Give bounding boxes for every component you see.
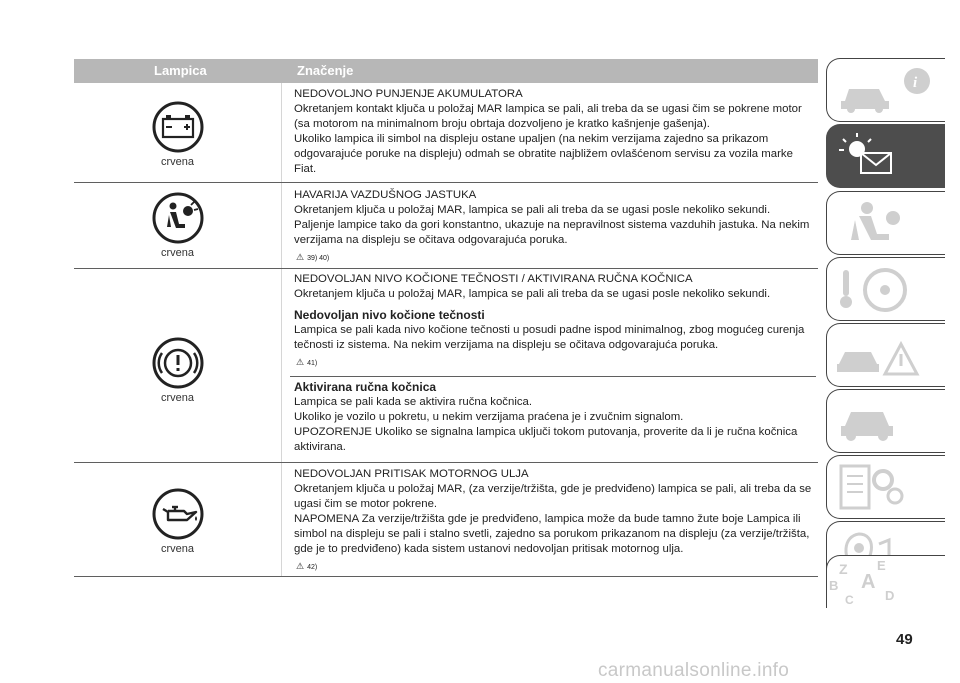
row-text: Okretanjem ključa u položaj MAR, lampica se pali ali treba da se ugasi posle nekoliko sekundi. [294,204,771,216]
row-text: Okretanjem ključa u položaj MAR, (za verzije/tržišta, gde je predviđeno) lampica se pali, ali treba da se ugasi čim se motor pokrene. [294,483,812,510]
reference-numbers: 39) 40) [307,255,330,262]
svg-text:C: C [845,593,854,607]
subsection-text: UPOZORENJE Ukoliko se signalna lampica uključi tokom putovanja, proverite da li je ručna kočnica aktivirana. [294,426,798,453]
chapter-tab-car-info[interactable] [826,58,945,122]
subsection-title: Aktivirana ručna kočnica [294,380,437,394]
column-header-znacenje: Značenje [297,63,354,78]
row-title: NEDOVOLJAN PRITISAK MOTORNOG ULJA [294,468,529,480]
icon-cell [74,487,281,555]
icon-color-caption: crvena [160,392,195,404]
description-cell [294,188,812,266]
airbag-icon [151,191,205,245]
icon-color-caption: crvena [160,247,195,259]
row-text: Okretanjem kontakt ključa u položaj MAR lampica se pali, ali treba da se ugasi čim se pokrene motor (sa motorom na minimalnom broju obrtaja dozvoljeno je kratko kašnjenje gašenja). [294,103,802,130]
row-text: NAPOMENA Za verzije/tržišta gde je predviđeno, lampica može da bude tamno žute boje Lampica ili simbol na displeju se pali i stalno svetli, zajedno sa porukom prikazanom na displeju (za verzije/tržišta, gde je to predviđeno) kada sistem ustanovi nedovoljan pritisak motornog ulja. [294,513,810,555]
settings-document-icon [827,456,945,518]
svg-text:B: B [829,578,839,593]
row-text: Okretanjem ključa u položaj MAR, lampica se pali ali treba da se ugasi posle nekoliko sekundi. [294,288,771,300]
svg-text:E: E [877,558,886,573]
accident-warning-icon [827,324,945,386]
description-cell [294,87,812,177]
reference-numbers: 42) [307,564,318,571]
row-text: Ukoliko lampica ili simbol na displeju ostane upaljen (na nekim verzijama zajedno sa prikazom odgovarajuće poruke na displeju) odmah se obratite najbližem ovlašćenom servisu za vozila marke Fiat. [294,133,793,175]
subsection-divider [290,376,816,377]
table-header [74,59,818,83]
svg-text:D: D [885,588,895,603]
warning-triangle-icon: ⚠ [296,357,305,367]
car-service-icon [827,390,945,452]
row-title: NEDOVOLJAN NIVO KOČIONE TEČNOSTI / AKTIVIRANA RUČNA KOČNICA [294,273,693,285]
table-row [74,183,818,269]
description-cell [294,467,812,575]
icon-color-caption: crvena [160,156,195,168]
subsection-text: Ukoliko je vozilo u pokretu, u nekim verzijama praćena je i zvučnim signalom. [294,411,684,423]
chapter-tab-technical-data[interactable] [826,455,945,519]
brake-icon [151,336,205,390]
warning-triangle-icon: ⚠ [296,252,305,262]
page-number: 49 [896,631,913,648]
warning-light-message-icon [827,125,945,187]
svg-text:Z: Z [839,561,848,577]
chapter-tab-starting-driving[interactable] [826,257,945,321]
table-row [74,269,818,463]
icon-cell [74,100,281,168]
reference-note [296,355,812,371]
reference-numbers: 41) [307,360,318,367]
warning-triangle-icon: ⚠ [296,561,305,571]
subsection-text: Lampica se pali kada nivo kočione tečnosti u posudi padne ispod minimalnog, zbog mogućeg curenja tečnosti iz sistema. Na nekim verzijama na displeju se očitava odgovarajuća poruka. [294,324,805,351]
column-header-lampica: Lampica [154,63,207,78]
description-cell [294,272,812,455]
chapter-tab-warning-lights[interactable] [826,124,945,188]
row-text: Paljenje lampice tako da gori konstantno, ukazuje na nepravilnost sistema vazduhih jastuka. Na nekim verzijama na displeju se očitava odgovarajuća poruka. [294,219,810,246]
svg-text:A: A [861,571,876,593]
row-title: HAVARIJA VAZDUŠNOG JASTUKA [294,189,477,201]
chapter-tab-safety[interactable] [826,191,945,255]
seat-airbag-icon [827,192,945,254]
svg-text:i: i [913,75,918,91]
index-letters-icon [827,556,945,608]
chapter-tab-maintenance[interactable] [826,389,945,453]
chapter-tab-index[interactable] [826,555,945,608]
battery-icon [151,100,205,154]
watermark: carmanualsonline.info [598,660,790,681]
table-row [74,83,818,183]
steering-key-icon [827,258,945,320]
reference-note [296,559,812,575]
icon-cell [74,191,281,259]
reference-note [296,250,812,266]
icon-color-caption: crvena [160,543,195,555]
subsection-title: Nedovoljan nivo kočione tečnosti [294,308,485,322]
table-row [74,463,818,577]
subsection-text: Lampica se pali kada se aktivira ručna kočnica. [294,396,533,408]
chapter-tab-emergency[interactable] [826,323,945,387]
icon-cell [74,336,281,404]
car-info-icon [827,59,945,121]
oil-can-icon [151,487,205,541]
row-title: NEDOVOLJNO PUNJENJE AKUMULATORA [294,88,523,100]
